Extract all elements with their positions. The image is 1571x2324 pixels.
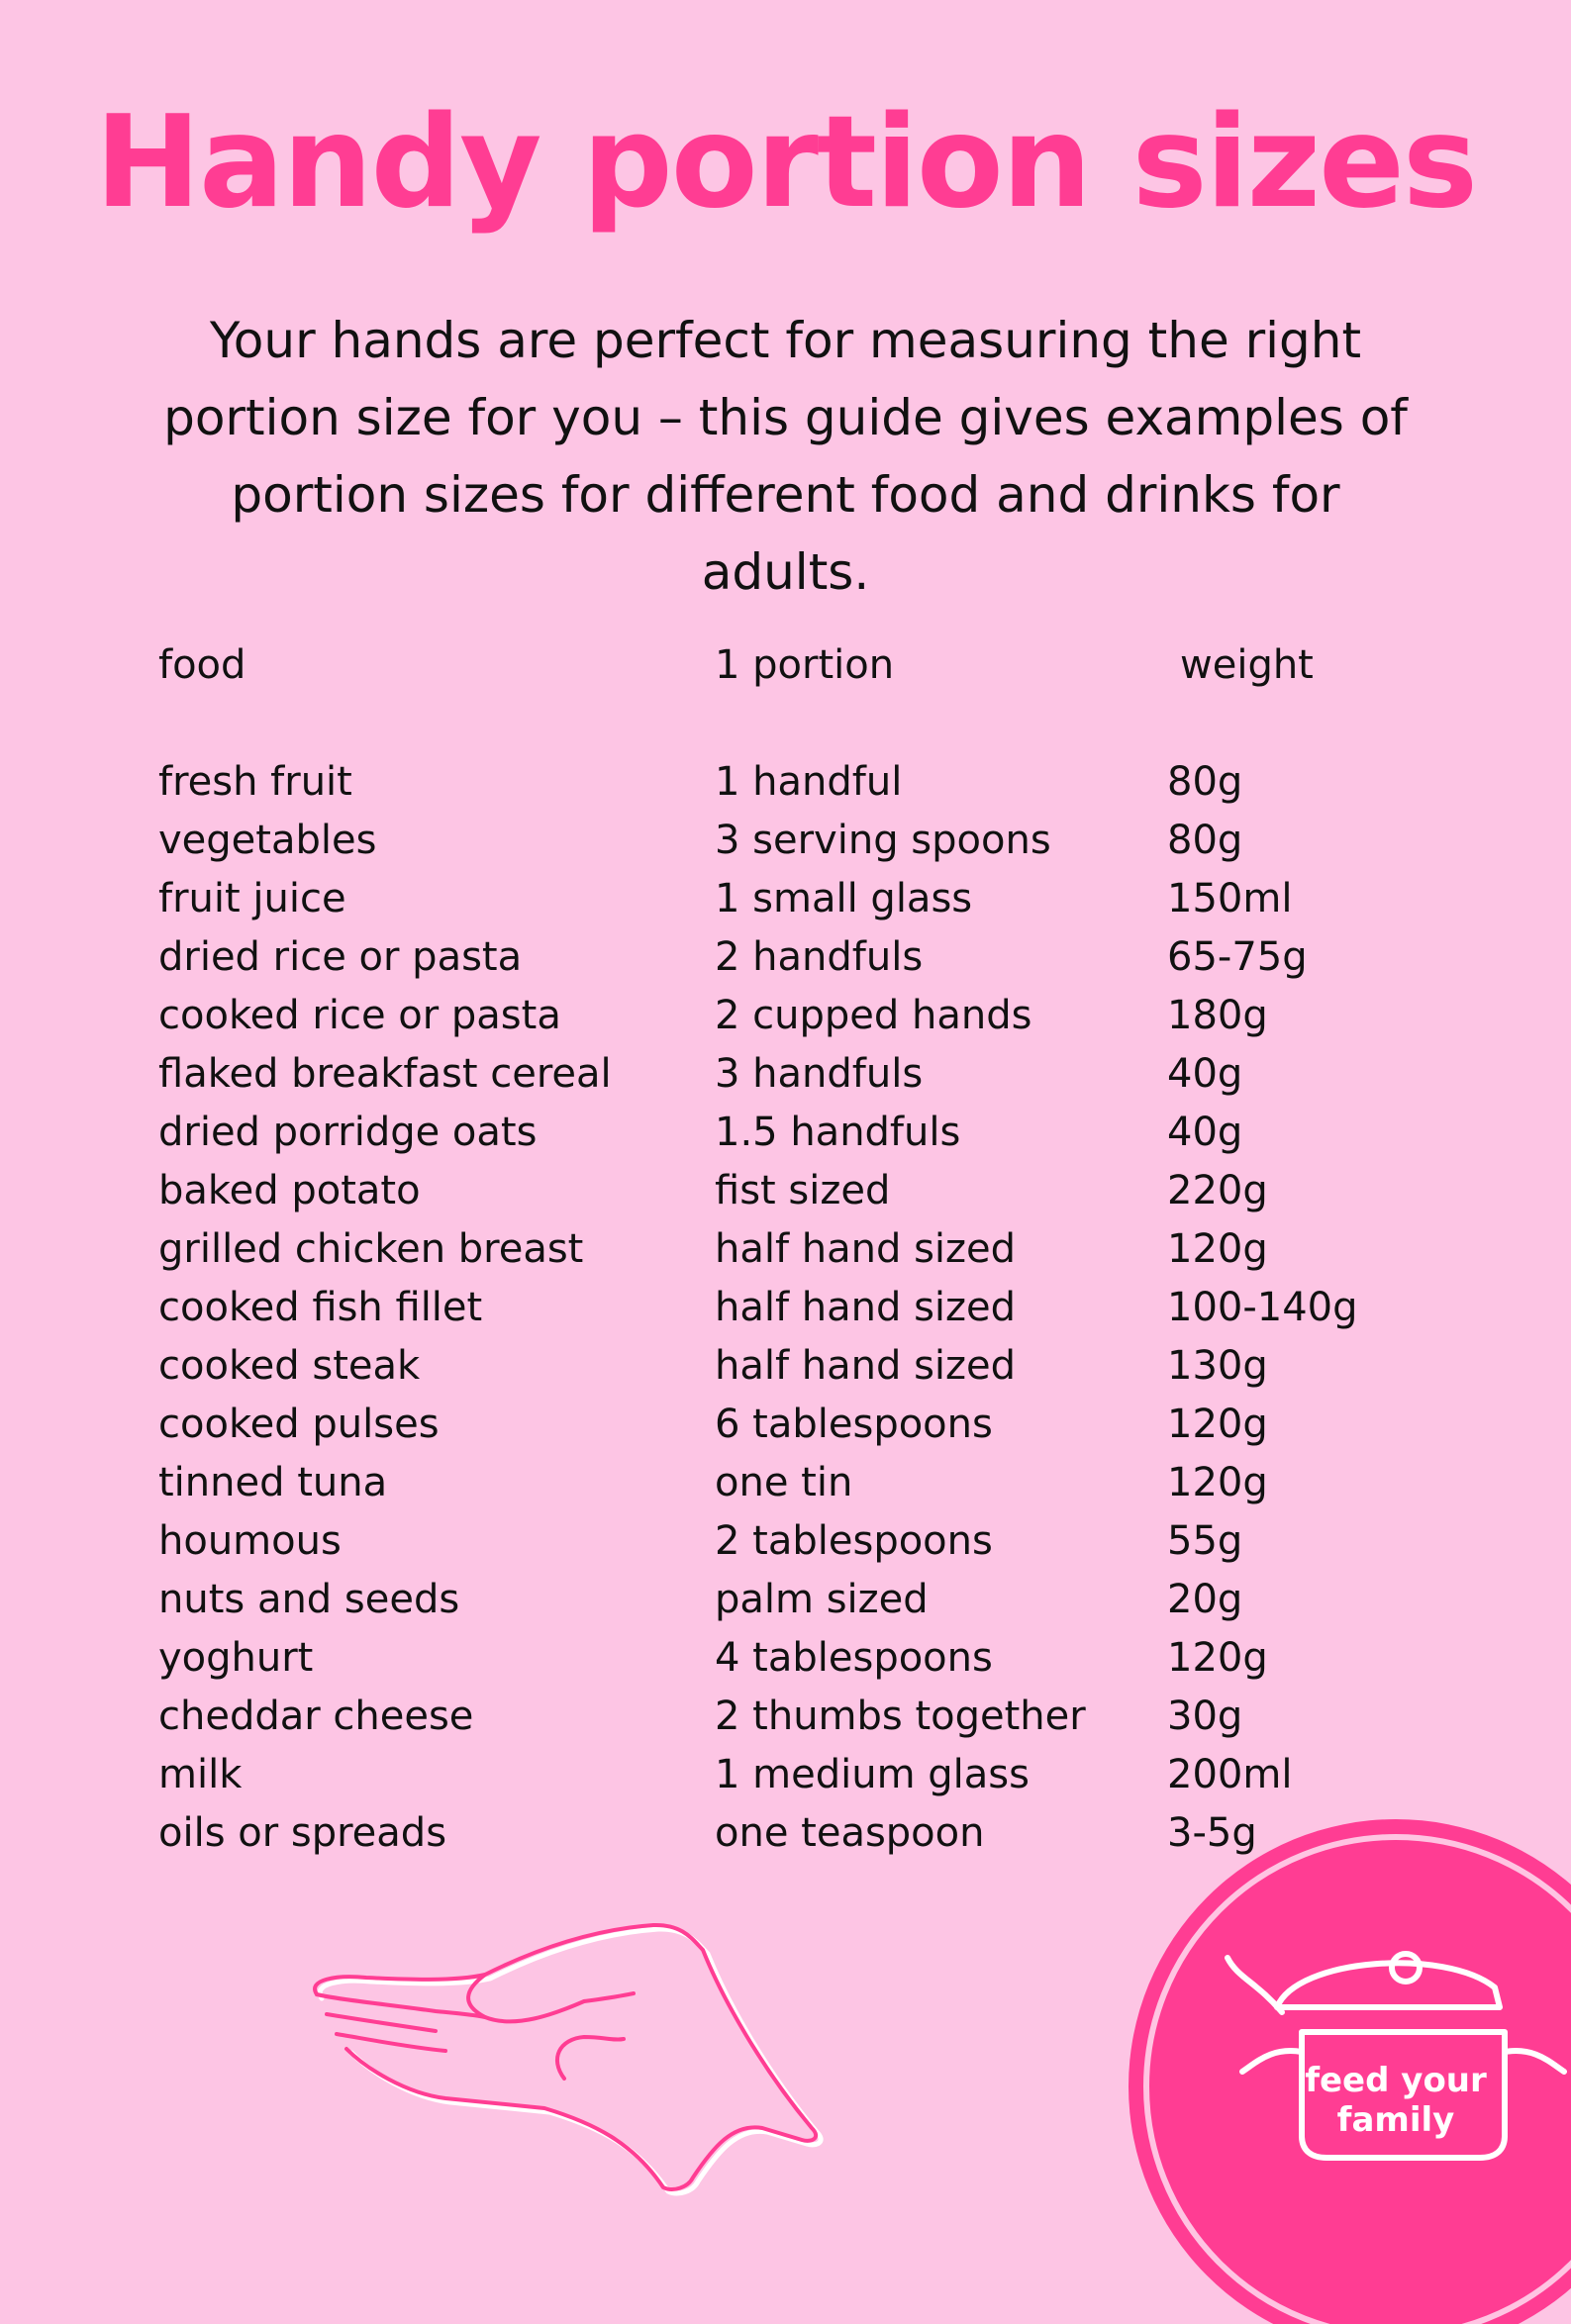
header-portion: 1 portion [715,642,895,688]
table-row [158,870,1396,928]
row-food: cheddar cheese [158,1694,474,1739]
row-portion: 6 tablespoons [715,1402,993,1447]
row-food: houmous [158,1518,342,1564]
table-row [158,928,1396,987]
page-title: Handy portion sizes [94,89,1477,237]
row-food: vegetables [158,818,377,863]
row-weight: 120g [1167,1635,1268,1681]
table-row [158,1571,1396,1629]
row-portion: 1 medium glass [715,1752,1030,1797]
row-weight: 120g [1167,1226,1268,1272]
logo-text-line1: feed your [1305,2061,1487,2100]
row-food: cooked rice or pasta [158,993,561,1038]
row-portion: 4 tablespoons [715,1635,993,1681]
row-portion: 3 serving spoons [715,818,1051,863]
row-food: oils or spreads [158,1810,447,1856]
row-portion: half hand sized [715,1343,1017,1389]
row-food: yoghurt [158,1635,314,1681]
row-weight: 130g [1167,1343,1268,1389]
table-row [158,812,1396,870]
row-weight: 120g [1167,1402,1268,1447]
row-portion: palm sized [715,1577,929,1622]
row-food: baked potato [158,1168,421,1213]
row-weight: 80g [1167,759,1243,805]
portion-table [158,636,1396,1863]
row-portion: one tin [715,1460,853,1505]
row-weight: 220g [1167,1168,1268,1213]
row-food: dried rice or pasta [158,934,523,980]
row-food: dried porridge oats [158,1110,538,1155]
table-rows [158,753,1396,1863]
row-food: flaked breakfast cereal [158,1051,612,1097]
row-weight: 30g [1167,1694,1243,1739]
table-row [158,987,1396,1045]
row-food: tinned tuna [158,1460,388,1505]
row-portion: fist sized [715,1168,891,1213]
row-portion: 2 thumbs together [715,1694,1086,1739]
table-row [158,1512,1396,1571]
row-portion: 1 handful [715,759,903,805]
row-weight: 80g [1167,818,1243,863]
table-row [158,1454,1396,1512]
row-food: milk [158,1752,243,1797]
row-weight: 40g [1167,1051,1243,1097]
table-row [158,1337,1396,1396]
row-portion: half hand sized [715,1285,1017,1330]
table-row [158,1104,1396,1162]
table-row [158,1629,1396,1688]
header-food: food [158,642,246,688]
row-portion: one teaspoon [715,1810,985,1856]
table-row [158,1279,1396,1337]
row-weight: 200ml [1167,1752,1293,1797]
row-food: grilled chicken breast [158,1226,584,1272]
row-weight: 180g [1167,993,1268,1038]
row-food: cooked fish fillet [158,1285,483,1330]
row-portion: 1.5 handfuls [715,1110,961,1155]
row-weight: 150ml [1167,876,1293,921]
table-header [158,636,1396,695]
row-weight: 55g [1167,1518,1243,1564]
header-weight: weight [1180,642,1314,688]
row-weight: 65-75g [1167,934,1308,980]
row-food: nuts and seeds [158,1577,460,1622]
row-food: fresh fruit [158,759,352,805]
table-row [158,1045,1396,1104]
table-row [158,1396,1396,1454]
table-row [158,1746,1396,1804]
row-food: cooked pulses [158,1402,440,1447]
row-weight: 40g [1167,1110,1243,1155]
table-row [158,753,1396,812]
row-weight: 100-140g [1167,1285,1358,1330]
table-row [158,1220,1396,1279]
intro-text: Your hands are perfect for measuring the right portion size for you – this guide gives examples of portion sizes for different food and drinks for adults. [163,312,1408,601]
table-row [158,1688,1396,1746]
row-portion: half hand sized [715,1226,1017,1272]
open-hand-icon [297,1920,970,2217]
logo-text-line2: family [1336,2100,1455,2140]
row-weight: 3-5g [1167,1810,1257,1856]
row-portion: 1 small glass [715,876,973,921]
table-row [158,1162,1396,1220]
row-weight: 120g [1167,1460,1268,1505]
row-portion: 2 cupped hands [715,993,1032,1038]
row-food: fruit juice [158,876,346,921]
row-food: cooked steak [158,1343,421,1389]
row-portion: 3 handfuls [715,1051,924,1097]
row-portion: 2 handfuls [715,934,924,980]
row-portion: 2 tablespoons [715,1518,993,1564]
row-weight: 20g [1167,1577,1243,1622]
